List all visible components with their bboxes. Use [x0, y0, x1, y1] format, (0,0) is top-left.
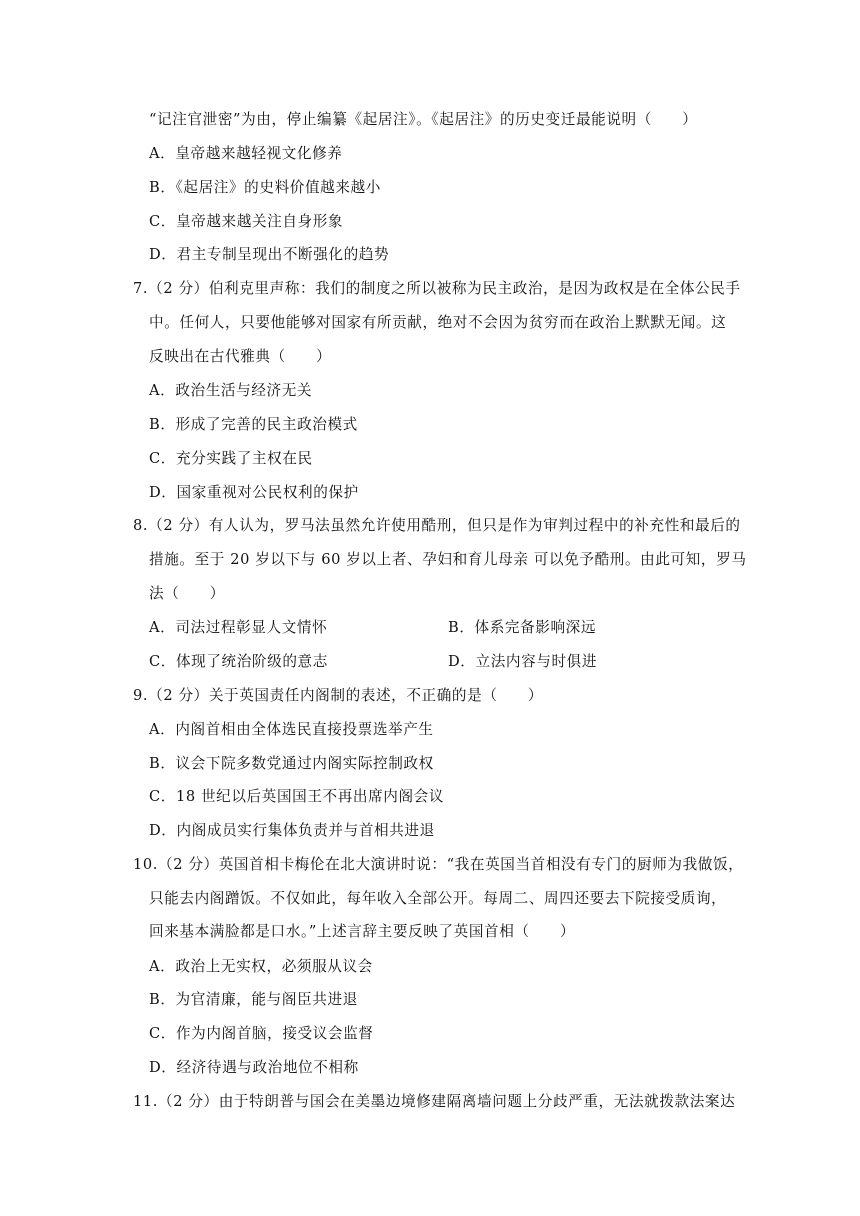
q7-option-b: B．形成了完善的民主政治模式 — [149, 416, 358, 433]
q7-option-d: D．国家重视对公民权利的保护 — [149, 484, 359, 501]
q9-option-d: D．内阁成员实行集体负责并与首相共进退 — [149, 822, 435, 839]
q9-option-a: A．内阁首相由全体选民直接投票选举产生 — [149, 721, 434, 738]
q7-stem-line-3: 反映出在古代雅典（ ） — [149, 348, 332, 365]
q6-stem-tail: “记注官泄密”为由，停止编纂《起居注》。《起居注》的历史变迁最能说明（ ） — [149, 111, 698, 128]
q7-option-c: C．充分实践了主权在民 — [149, 450, 313, 467]
q10-option-c: C．作为内阁首脑，接受议会监督 — [149, 1025, 374, 1042]
q7-option-a: A．政治生活与经济无关 — [149, 382, 313, 399]
q11-stem-line-1: 11.（2 分）由于特朗普与国会在美墨边境修建隔离墙问题上分歧严重，无法就拨款法案达 — [133, 1093, 736, 1110]
q8-option-c: C．体现了统治阶级的意志 — [149, 653, 328, 670]
q10-stem-line-1: 10.（2 分）英国首相卡梅伦在北大演讲时说：“我在英国当首相没有专门的厨师为我做饭， — [133, 856, 744, 873]
q6-option-b: B．《起居注》的史料价值越来越小 — [149, 179, 381, 196]
q10-option-b: B．为官清廉，能与阁臣共进退 — [149, 991, 358, 1008]
q8-option-a: A．司法过程彰显人文情怀 — [149, 619, 328, 636]
q6-option-a: A．皇帝越来越轻视文化修养 — [149, 145, 343, 162]
q9-option-b: B．议会下院多数党通过内阁实际控制政权 — [149, 755, 434, 772]
q6-option-d: D．君主专制呈现出不断强化的趋势 — [149, 246, 390, 263]
q10-option-a: A．政治上无实权，必须服从议会 — [149, 958, 373, 975]
q7-stem-line-2: 中。任何人，只要他能够对国家有所贡献，绝对不会因为贫穷而在政治上默默无闻。这 — [149, 314, 727, 331]
q10-option-d: D．经济待遇与政治地位不相称 — [149, 1059, 359, 1076]
q9-option-c: C．18 世纪以后英国国王不再出席内阁会议 — [149, 788, 445, 805]
q8-option-d: D．立法内容与时俱进 — [448, 653, 598, 670]
q8-option-b: B．体系完备影响深远 — [448, 619, 597, 636]
q10-stem-line-2: 只能去内阁蹭饭。不仅如此，每年收入全部公开。每周二、周四还要去下院接受质询， — [149, 890, 727, 907]
q8-stem-line-3: 法（ ） — [149, 585, 225, 602]
q9-stem-line-1: 9.（2 分）关于英国责任内阁制的表述，不正确的是（ ） — [133, 687, 544, 704]
q8-stem-line-2: 措施。至于 20 岁以下与 60 岁以上者、孕妇和育儿母亲 可以免予酷刑。由此可知，罗马 — [149, 551, 747, 568]
q6-option-c: C．皇帝越来越关注自身形象 — [149, 213, 344, 230]
q8-stem-line-1: 8.（2 分）有人认为，罗马法虽然允许使用酷刑，但只是作为审判过程中的补充性和最后的 — [133, 517, 741, 534]
q10-stem-line-3: 回来基本满脸都是口水。”上述言辞主要反映了英国首相（ ） — [149, 923, 576, 940]
q7-stem-line-1: 7.（2 分）伯利克里声称：我们的制度之所以被称为民主政治，是因为政权是在全体公民手 — [133, 280, 741, 297]
